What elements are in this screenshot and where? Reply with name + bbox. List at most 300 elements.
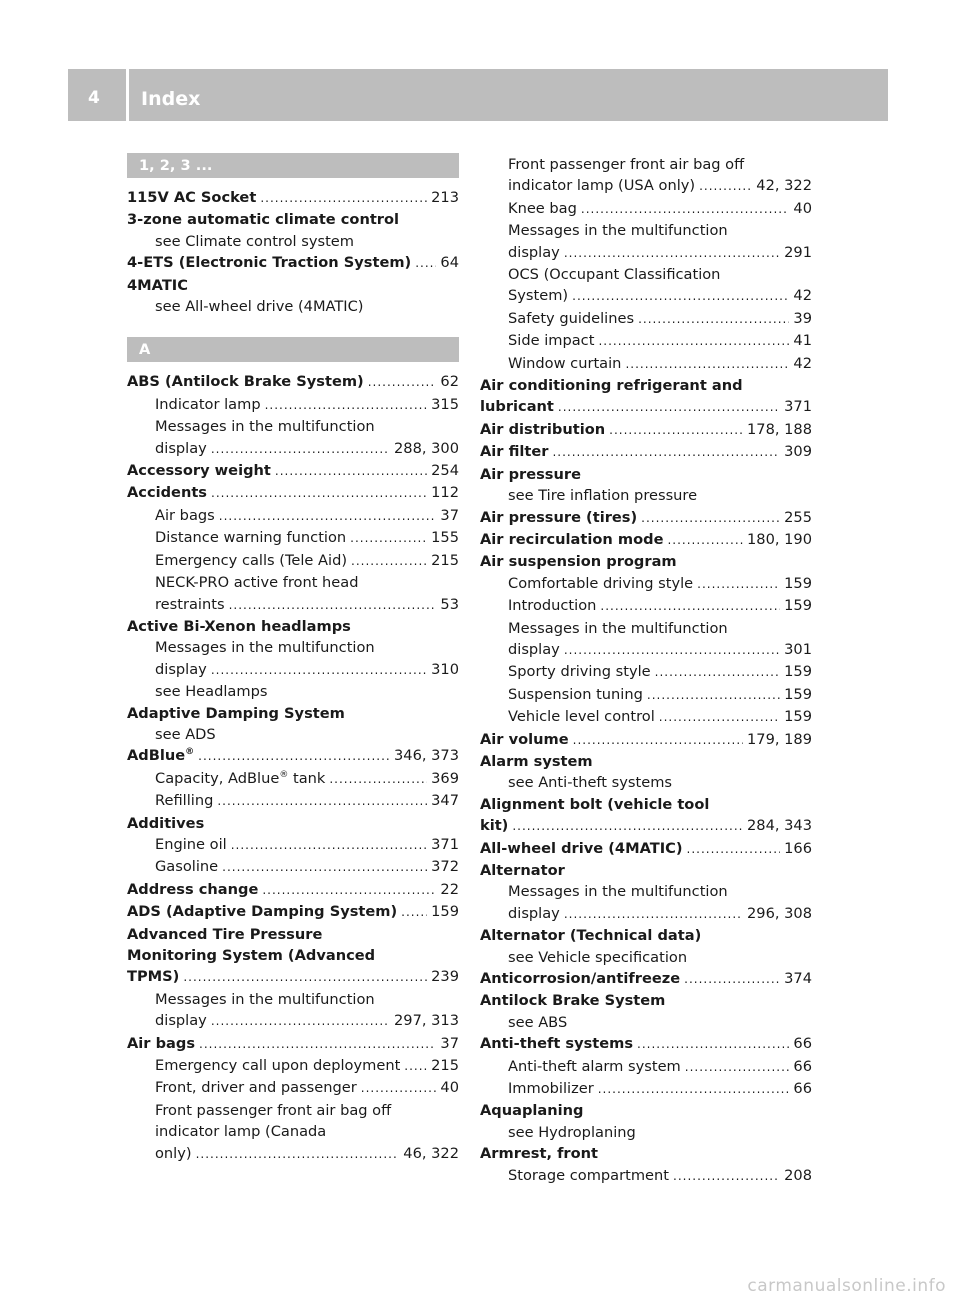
index-entry-text: Safety guidelines (508, 309, 635, 327)
index-entry-text: indicator lamp (USA only) (508, 177, 696, 195)
index-page-ref[interactable]: 159 (784, 597, 812, 615)
index-entry-term (480, 419, 605, 440)
index-page-ref[interactable]: 42 (793, 287, 812, 305)
index-page-ref[interactable]: 371 (431, 835, 459, 853)
index-subline: see Climate control system (155, 232, 354, 250)
index-entry (480, 507, 812, 529)
index-entry-text: display (155, 1012, 207, 1030)
index-entry-term (127, 1033, 195, 1054)
index-subline: Messages in the multifunction (155, 990, 375, 1008)
index-page-ref[interactable]: 159 (431, 903, 459, 921)
dot-leader (699, 176, 752, 197)
index-page-ref[interactable]: 112 (431, 484, 459, 502)
index-entry-term (480, 507, 637, 528)
dot-leader (351, 551, 427, 572)
index-page-ref[interactable]: 64 (440, 254, 459, 272)
dot-leader (211, 439, 390, 460)
index-entry-term (508, 353, 621, 374)
index-entry (127, 550, 459, 572)
index-entry (127, 1033, 459, 1055)
index-entry-text: All-wheel drive (4MATIC) (480, 839, 683, 857)
dot-leader (361, 1078, 437, 1099)
dot-leader (262, 880, 436, 901)
dot-leader (512, 816, 743, 837)
index-entry (127, 768, 459, 790)
index-page-ref[interactable]: 215 (431, 551, 459, 569)
index-page-ref[interactable]: 159 (784, 663, 812, 681)
index-page-ref[interactable]: 159 (784, 574, 812, 592)
index-entry-text: Anti-theft alarm system (508, 1057, 681, 1075)
index-subline: Messages in the multifunction (155, 639, 375, 657)
index-entry-term (508, 175, 695, 196)
dot-leader (637, 1034, 789, 1055)
index-entry (480, 968, 812, 990)
index-entry-term (480, 968, 680, 989)
index-page-ref[interactable]: 315 (431, 395, 459, 413)
index-heading: 4MATIC (127, 276, 188, 294)
index-page-ref[interactable]: 297, 313 (394, 1012, 459, 1030)
index-heading: Alignment bolt (vehicle tool (480, 795, 710, 813)
index-subline: OCS (Occupant Classification (508, 266, 721, 284)
dot-leader (265, 395, 428, 416)
index-entry-term (508, 903, 560, 924)
index-entry (480, 308, 812, 330)
index-entry (127, 1143, 459, 1165)
index-entry-text: Engine oil (155, 835, 227, 853)
dot-leader (609, 420, 743, 441)
index-entry (127, 1055, 459, 1077)
index-page-ref[interactable]: 53 (440, 595, 459, 613)
index-entry (480, 595, 812, 617)
index-entry-term (155, 438, 207, 459)
index-heading: Active Bi-Xenon headlamps (127, 617, 351, 635)
index-entry-text: Air bags (127, 1034, 196, 1052)
index-entry-term (127, 745, 194, 766)
index-entry (127, 394, 459, 416)
index-subline: see ADS (155, 725, 216, 743)
index-entry-text: ABS (Antilock Brake System) (127, 373, 364, 391)
index-entry-text: System) (508, 287, 569, 305)
index-entry (480, 661, 812, 683)
index-heading: Air conditioning refrigerant and (480, 377, 743, 395)
index-entry-term (508, 308, 634, 329)
index-page-ref[interactable]: 40 (793, 199, 812, 217)
index-page-ref[interactable]: 296, 308 (747, 904, 812, 922)
index-heading: Antilock Brake System (480, 992, 666, 1010)
index-entry-term (508, 242, 560, 263)
index-entry (480, 706, 812, 728)
index-page-ref[interactable]: 39 (793, 309, 812, 327)
index-entry-term (508, 684, 643, 705)
index-page-ref[interactable]: 215 (431, 1057, 459, 1075)
index-entry-text: Knee bag (508, 199, 577, 217)
index-entry-term (127, 482, 207, 503)
index-subline: see Vehicle specification (508, 948, 688, 966)
index-page-ref[interactable]: 301 (784, 640, 812, 658)
index-entry-term (508, 1165, 669, 1186)
index-entry (480, 529, 812, 551)
dot-leader (552, 442, 780, 463)
index-entry-text: Address change (127, 880, 259, 898)
index-entry-term (127, 879, 258, 900)
index-column-left (127, 153, 459, 1165)
index-entry-term (155, 527, 346, 548)
index-entry (127, 460, 459, 482)
index-entry-term (480, 729, 569, 750)
index-subline: Messages in the multifunction (155, 418, 375, 436)
index-entry-term (480, 529, 663, 550)
dot-leader (647, 685, 780, 706)
index-entry-term (127, 460, 271, 481)
index-entry-text: Air bags (155, 506, 215, 524)
index-entry (127, 790, 459, 812)
index-entry-text: Immobilizer (508, 1080, 594, 1098)
index-entry-text: restraints (155, 595, 225, 613)
index-entry-term (155, 834, 227, 855)
index-subline: Messages in the multifunction (508, 619, 728, 637)
index-entry (127, 594, 459, 616)
page-number: 4 (88, 88, 100, 108)
dot-leader (697, 574, 780, 595)
index-entry-text: Emergency calls (Tele Aid) (155, 551, 348, 569)
index-entry (127, 966, 459, 988)
index-entry-text: Anti-theft systems (480, 1035, 634, 1053)
index-entry-text: Refilling (155, 792, 214, 810)
index-subline: see Anti-theft systems (508, 774, 673, 792)
index-entry-term (508, 573, 693, 594)
index-entry (480, 815, 812, 837)
index-subline: see ABS (508, 1013, 568, 1031)
index-entry (480, 1056, 812, 1078)
index-entry-term (155, 768, 325, 789)
dot-leader (638, 309, 789, 330)
index-subline: Front passenger front air bag off (508, 156, 745, 173)
index-entry-term (155, 1143, 192, 1164)
index-page-ref[interactable]: 284, 343 (747, 817, 812, 835)
index-entry (127, 505, 459, 527)
index-entry-text: Accidents (127, 484, 207, 502)
index-entry (480, 198, 812, 220)
index-entry-text: Emergency call upon deployment (155, 1057, 401, 1075)
index-section-header: 1, 2, 3 ... (127, 153, 459, 178)
dot-leader (222, 857, 427, 878)
dot-leader (564, 243, 780, 264)
index-page-ref[interactable]: 41 (793, 332, 812, 350)
index-entry-text: Indicator lamp (155, 395, 261, 413)
index-entry (480, 729, 812, 751)
index-entry-text: Air pressure (tires) (480, 508, 638, 526)
index-entry (480, 573, 812, 595)
index-entry (127, 856, 459, 878)
dot-leader (600, 596, 780, 617)
index-entry-text: Air recirculation mode (480, 530, 664, 548)
index-subline: NECK-PRO active front head (155, 574, 359, 592)
index-entry-term (155, 1055, 400, 1076)
dot-leader (211, 483, 427, 504)
index-page-ref[interactable]: 178, 188 (747, 420, 812, 438)
dot-leader (572, 286, 789, 307)
index-entry-text: only) (155, 1144, 192, 1162)
dot-leader (581, 199, 790, 220)
dot-leader (211, 1011, 390, 1032)
index-entry-text: TPMS) (127, 968, 180, 986)
index-entry-text: Air filter (480, 443, 549, 461)
index-entry-text: display (155, 439, 207, 457)
index-entry (480, 639, 812, 661)
index-subline: see Hydroplaning (508, 1123, 636, 1141)
dot-leader (219, 506, 437, 527)
dot-leader (564, 904, 743, 925)
dot-leader (684, 969, 780, 990)
index-entry-term (508, 661, 651, 682)
index-entry (127, 252, 459, 274)
index-column-right (480, 154, 812, 1187)
dot-leader (199, 1034, 436, 1055)
dot-leader (687, 839, 781, 860)
index-entry-term (508, 198, 577, 219)
index-page-ref[interactable]: 288, 300 (394, 439, 459, 457)
index-entry (480, 419, 812, 441)
index-entry-text: Suspension tuning (508, 685, 643, 703)
index-section-header: A (127, 337, 459, 362)
index-page-ref[interactable]: 37 (440, 1034, 459, 1052)
index-page-ref[interactable]: 309 (784, 443, 812, 461)
dot-leader (564, 640, 780, 661)
index-page-ref[interactable]: 166 (784, 839, 812, 857)
index-heading: Advanced Tire Pressure (127, 925, 323, 943)
index-page-ref[interactable]: 66 (793, 1035, 812, 1053)
index-heading: Air suspension program (480, 553, 677, 571)
dot-leader (659, 707, 780, 728)
index-entry-term (127, 966, 179, 987)
dot-leader (673, 1166, 780, 1187)
index-entry (480, 903, 812, 925)
index-entry-term (155, 550, 347, 571)
index-page-ref[interactable]: 310 (431, 660, 459, 678)
index-heading: 3-zone automatic climate control (127, 211, 400, 229)
index-page-ref[interactable]: 239 (431, 968, 459, 986)
page-title: Index (141, 88, 201, 110)
index-entry (480, 838, 812, 860)
index-entry (480, 441, 812, 463)
index-page-ref[interactable]: 255 (784, 508, 812, 526)
index-entry (127, 879, 459, 901)
dot-leader (196, 1144, 400, 1165)
dot-leader (231, 835, 427, 856)
registered-mark: ® (185, 747, 195, 758)
dot-leader (350, 528, 427, 549)
dot-leader (368, 372, 437, 393)
index-entry (127, 834, 459, 856)
index-entry-term (480, 441, 548, 462)
index-heading: Alternator (Technical data) (480, 927, 702, 945)
dot-leader (404, 1056, 427, 1077)
index-heading: Monitoring System (Advanced (127, 947, 376, 964)
index-page-ref[interactable]: 66 (793, 1080, 812, 1098)
index-page-ref[interactable]: 159 (784, 685, 812, 703)
index-entry-text: Anticorrosion/antifreeze (480, 970, 681, 988)
index-page-ref[interactable]: 179, 189 (747, 730, 812, 748)
index-entry-text: AdBlue (127, 747, 186, 765)
index-page-ref[interactable]: 346, 373 (394, 747, 459, 765)
watermark: carmanualsonline.info (747, 1276, 946, 1296)
index-subline: Messages in the multifunction (508, 222, 728, 240)
index-page-ref[interactable]: 374 (784, 970, 812, 988)
index-entry (127, 187, 459, 209)
index-entry-term (155, 659, 207, 680)
index-entry (480, 684, 812, 706)
index-entry-term (127, 187, 256, 208)
index-entry-term (508, 639, 560, 660)
index-entry-text: Introduction (508, 597, 597, 615)
dot-leader (598, 1079, 790, 1100)
index-entry-term (155, 856, 218, 877)
index-page-ref[interactable]: 371 (784, 398, 812, 416)
index-entry (480, 330, 812, 352)
index-page-ref[interactable]: 22 (440, 880, 459, 898)
index-page-ref[interactable]: 369 (431, 769, 459, 787)
index-page-ref[interactable]: 42, 322 (756, 177, 812, 195)
dot-leader (641, 508, 780, 529)
index-entry-text: Storage compartment (508, 1166, 670, 1184)
dot-leader (329, 769, 427, 790)
index-entry-term (508, 706, 655, 727)
index-entry-term (127, 901, 397, 922)
index-entry (127, 1077, 459, 1099)
dot-leader (198, 746, 390, 767)
index-page-ref[interactable]: 291 (784, 243, 812, 261)
index-entry (480, 285, 812, 307)
dot-leader (217, 791, 427, 812)
dot-leader (229, 595, 437, 616)
index-entry-text: 115V AC Socket (127, 189, 257, 206)
index-entry-term (480, 838, 683, 859)
index-entry-text: kit) (480, 817, 509, 835)
index-entry (480, 396, 812, 418)
index-entry-term (155, 505, 215, 526)
index-page-ref[interactable]: 159 (784, 708, 812, 726)
index-entry-term (155, 790, 213, 811)
index-heading: Additives (127, 814, 205, 832)
index-heading: Alarm system (480, 752, 593, 770)
index-entry-text: Gasoline (155, 858, 219, 876)
dot-leader (598, 331, 789, 352)
index-page-ref[interactable]: 42 (793, 354, 812, 372)
index-entry (127, 482, 459, 504)
index-entry-term (155, 1010, 207, 1031)
dot-leader (415, 253, 436, 274)
index-entry-text: Sporty driving style (508, 663, 651, 681)
index-entry-text-tail: tank (288, 769, 326, 787)
index-entry (127, 745, 459, 767)
index-page-ref[interactable]: 213 (431, 189, 459, 206)
dot-leader (625, 354, 789, 375)
index-heading: Air pressure (480, 465, 581, 483)
index-entry (480, 1165, 812, 1187)
index-page-ref[interactable]: 62 (440, 373, 459, 391)
index-page-ref[interactable]: 155 (431, 529, 459, 547)
dot-leader (667, 530, 743, 551)
index-entry (480, 1078, 812, 1100)
index-entry (127, 901, 459, 923)
index-page-ref[interactable]: 37 (440, 506, 459, 524)
index-entry-text: Window curtain (508, 354, 622, 372)
index-entry (480, 1033, 812, 1055)
index-entry-term (508, 1078, 594, 1099)
index-entry (480, 242, 812, 264)
index-entry-text: display (508, 640, 560, 658)
index-entry-text: lubricant (480, 398, 554, 416)
index-entry-term (127, 252, 411, 273)
index-page-ref[interactable]: 372 (431, 858, 459, 876)
index-entry-term (508, 595, 596, 616)
index-entry (127, 1010, 459, 1032)
index-entry-text: Side impact (508, 332, 595, 350)
index-entry-term (480, 815, 508, 836)
index-entry-term (480, 396, 554, 417)
dot-leader (275, 461, 427, 482)
index-entry-term (508, 285, 568, 306)
dot-leader (401, 902, 427, 923)
index-entry-text: ADS (Adaptive Damping System) (127, 903, 398, 921)
index-entry-text: Vehicle level control (508, 708, 655, 726)
index-subline: Front passenger front air bag off (155, 1101, 392, 1119)
dot-leader (685, 1057, 790, 1078)
dot-leader (558, 397, 780, 418)
index-entry-term (155, 394, 261, 415)
dot-leader (573, 730, 743, 751)
index-page-ref[interactable]: 40 (440, 1079, 459, 1097)
index-page-ref[interactable]: 208 (784, 1166, 812, 1184)
index-subline: see Tire inflation pressure (508, 487, 698, 505)
index-entry-text: display (508, 243, 560, 261)
index-entry-term (127, 371, 364, 392)
index-entry-term (155, 594, 225, 615)
index-entry (127, 659, 459, 681)
index-entry-term (155, 1077, 357, 1098)
index-page-ref[interactable]: 254 (431, 462, 459, 480)
index-entry (127, 371, 459, 393)
index-entry-text: 4-ETS (Electronic Traction System) (127, 254, 412, 272)
index-page-ref[interactable]: 347 (431, 792, 459, 810)
index-entry-text: Air distribution (480, 420, 606, 438)
index-heading: Aquaplaning (480, 1102, 584, 1120)
dot-leader (655, 662, 781, 683)
index-entry-text: Air volume (480, 730, 569, 748)
index-heading: Armrest, front (480, 1145, 599, 1163)
index-entry-term (508, 330, 594, 351)
registered-mark: ® (279, 769, 289, 780)
index-page-ref[interactable]: 66 (793, 1057, 812, 1075)
index-entry (127, 527, 459, 549)
index-entry-text: Accessory weight (127, 462, 271, 480)
dot-leader (211, 660, 427, 681)
index-entry-text: display (155, 660, 207, 678)
index-page-ref[interactable]: 46, 322 (403, 1144, 459, 1162)
index-entry-text: display (508, 904, 560, 922)
index-entry-text: Front, driver and passenger (155, 1079, 357, 1097)
index-entry (480, 353, 812, 375)
index-entry (480, 175, 812, 197)
index-page-ref[interactable]: 180, 190 (747, 530, 812, 548)
index-heading: Alternator (480, 862, 565, 879)
index-entry-text: Comfortable driving style (508, 574, 694, 592)
index-entry-text: Distance warning function (155, 529, 347, 547)
header-divider (126, 69, 129, 121)
index-subline: indicator lamp (Canada (155, 1123, 327, 1141)
dot-leader (183, 967, 427, 988)
index-heading: Adaptive Damping System (127, 704, 345, 722)
